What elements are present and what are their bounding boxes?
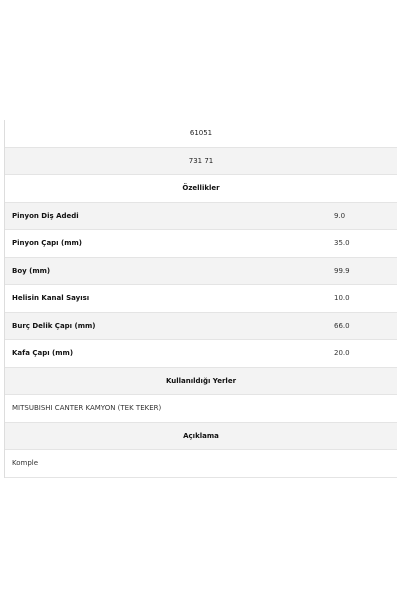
- features-section-header: [5, 175, 397, 203]
- oem-code-row: [5, 148, 397, 176]
- feature-value: 9.0: [334, 211, 346, 220]
- oem-code: 61051: [189, 129, 213, 138]
- feature-label: Boy (mm): [12, 266, 51, 275]
- oem-code-row: [5, 120, 397, 148]
- feature-row-helix-channels: [5, 285, 397, 313]
- description-section-header: [5, 423, 397, 451]
- feature-row-pinion-diameter: [5, 230, 397, 258]
- features-title: Özellikler: [182, 184, 220, 193]
- feature-label: Pinyon Diş Adedi: [12, 211, 79, 220]
- product-spec-table: [4, 120, 397, 478]
- feature-value: 35.0: [334, 239, 350, 248]
- description-title: Açıklama: [183, 431, 219, 440]
- feature-row-length: [5, 258, 397, 286]
- feature-label: Burç Delik Çapı (mm): [12, 321, 96, 330]
- description-row: [5, 450, 397, 478]
- usage-section-header: [5, 368, 397, 396]
- feature-value: 20.0: [334, 349, 350, 358]
- description-text: Komple: [12, 459, 39, 468]
- usage-row: [5, 395, 397, 423]
- feature-label: Kafa Çapı (mm): [12, 349, 74, 358]
- feature-value: 99.9: [334, 266, 350, 275]
- feature-label: Pinyon Çapı (mm): [12, 239, 82, 248]
- feature-value: 66.0: [334, 321, 350, 330]
- feature-row-head-diameter: [5, 340, 397, 368]
- usage-text: MITSUBISHI CANTER KAMYON (TEK TEKER): [12, 404, 162, 413]
- feature-value: 10.0: [334, 294, 350, 303]
- oem-code: 731 71: [188, 156, 214, 165]
- feature-row-pinion-teeth: [5, 203, 397, 231]
- feature-label: Helisin Kanal Sayısı: [12, 294, 90, 303]
- feature-row-bushing-bore: [5, 313, 397, 341]
- usage-title: Kullanıldığı Yerler: [165, 376, 237, 385]
